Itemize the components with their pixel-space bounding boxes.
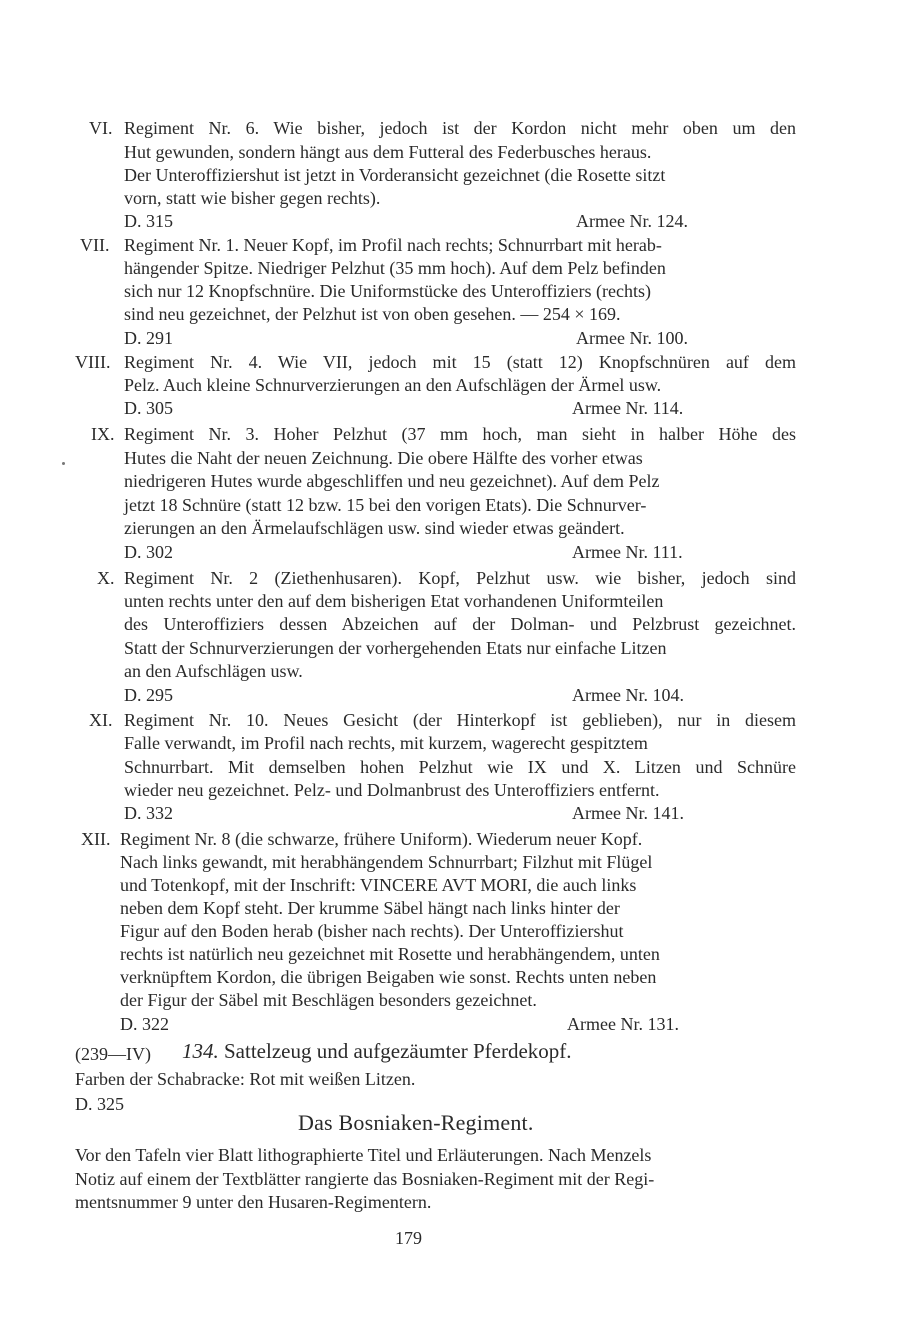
entry-reference: (239—IV) [75,1044,151,1064]
regiment-text-line: Regiment Nr. 3. Hoher Pelzhut (37 mm hoch, man sieht in halber Höhe des [124,424,796,444]
section-text-line: mentsnummer 9 unter den Husaren-Regimentern. [75,1192,432,1212]
d-number: D. 305 [124,398,173,418]
regiment-text-line: sind neu gezeichnet, der Pelzhut ist von oben gesehen. — 254 × 169. [124,304,621,324]
regiment-text-line: neben dem Kopf steht. Der krumme Säbel hängt nach links hinter der [120,898,620,918]
regiment-text-line: zierungen an den Ärmelaufschlägen usw. sind wieder etwas geändert. [124,518,625,538]
regiment-text-line: Regiment Nr. 1. Neuer Kopf, im Profil nach rechts; Schnurrbart mit herab- [124,235,662,255]
regiment-text-line: der Figur der Säbel mit Beschlägen besonders gezeichnet. [120,990,537,1010]
regiment-text-line: sich nur 12 Knopfschnüre. Die Uniformstücke des Unteroffiziers (rechts) [124,281,652,301]
regiment-numeral: VI. [89,118,113,138]
regiment-text-line: Der Unteroffiziershut ist jetzt in Vorderansicht gezeichnet (die Rosette sitzt [124,165,666,185]
section-text-line: Vor den Tafeln vier Blatt lithographierte Titel und Erläuterungen. Nach Menzels [75,1145,652,1165]
regiment-numeral: VII. [80,235,110,255]
regiment-text-line: jetzt 18 Schnüre (statt 12 bzw. 15 bei den vorigen Etats). Die Schnurver- [124,495,647,515]
regiment-text-line: unten rechts unter den auf dem bisherigen Etat vorhandenen Uniformteilen [124,591,664,611]
regiment-text-line: Figur auf den Boden herab (bisher nach rechts). Der Unteroffiziershut [120,921,624,941]
entry-colour-line: Farben der Schabracke: Rot mit weißen Litzen. [75,1069,416,1089]
regiment-text-line: Regiment Nr. 2 (Ziethenhusaren). Kopf, Pelzhut usw. wie bisher, jedoch sind [124,568,796,588]
regiment-text-line: Falle verwandt, im Profil nach rechts, mit kurzem, wagerecht gespitztem [124,733,648,753]
d-number: D. 332 [124,803,173,823]
entry-title: Sattelzeug und aufgezäumter Pferdekopf. [224,1039,572,1063]
armee-number: Armee Nr. 111. [572,542,683,562]
page-number: 179 [395,1228,422,1248]
regiment-text-line: rechts ist natürlich neu gezeichnet mit Rosette und herabhängendem, unten [120,944,660,964]
regiment-text-line: Statt der Schnurverzierungen der vorhergehenden Etats nur einfache Litzen [124,638,667,658]
regiment-text-line: Schnurrbart. Mit demselben hohen Pelzhut wie IX und X. Litzen und Schnüre [124,757,796,777]
regiment-text-line: und Totenkopf, mit der Inschrift: VINCERE AVT MORI, die auch links [120,875,637,895]
d-number: D. 291 [124,328,173,348]
armee-number: Armee Nr. 141. [572,803,684,823]
regiment-numeral: XII. [81,829,111,849]
regiment-text-line: verknüpftem Kordon, die übrigen Beigaben wie sonst. Rechts unten neben [120,967,657,987]
regiment-text-line: Regiment Nr. 8 (die schwarze, frühere Uniform). Wiederum neuer Kopf. [120,829,643,849]
regiment-text-line: niedrigeren Hutes wurde abgeschliffen und neu gezeichnet). Auf dem Pelz [124,471,660,491]
regiment-text-line: Regiment Nr. 6. Wie bisher, jedoch ist der Kordon nicht mehr oben um den [124,118,796,138]
armee-number: Armee Nr. 104. [572,685,684,705]
regiment-text-line: an den Aufschlägen usw. [124,661,303,681]
regiment-text-line: Regiment Nr. 4. Wie VII, jedoch mit 15 (statt 12) Knopfschnüren auf dem [124,352,796,372]
armee-number: Armee Nr. 124. [576,211,688,231]
regiment-text-line: des Unteroffiziers dessen Abzeichen auf der Dolman- und Pelzbrust gezeichnet. [124,614,796,634]
regiment-numeral: X. [97,568,115,588]
regiment-numeral: XI. [89,710,113,730]
speck-mark [62,462,65,465]
regiment-text-line: Hut gewunden, sondern hängt aus dem Futteral des Federbusches heraus. [124,142,652,162]
regiment-text-line: Pelz. Auch kleine Schnurverzierungen an den Aufschlägen der Ärmel usw. [124,375,662,395]
regiment-numeral: IX. [91,424,115,444]
d-number: D. 322 [120,1014,169,1034]
armee-number: Armee Nr. 100. [576,328,688,348]
d-number: D. 295 [124,685,173,705]
section-heading: Das Bosniaken-Regiment. [298,1110,534,1135]
armee-number: Armee Nr. 114. [572,398,684,418]
regiment-numeral: VIII. [75,352,111,372]
regiment-text-line: hängender Spitze. Niedriger Pelzhut (35 mm hoch). Auf dem Pelz befinden [124,258,666,278]
regiment-text-line: wieder neu gezeichnet. Pelz- und Dolmanbrust des Unteroffiziers entfernt. [124,780,660,800]
regiment-text-line: Regiment Nr. 10. Neues Gesicht (der Hinterkopf ist geblieben), nur in diesem [124,710,796,730]
regiment-text-line: Nach links gewandt, mit herabhängendem Schnurrbart; Filzhut mit Flügel [120,852,653,872]
armee-number: Armee Nr. 131. [567,1014,679,1034]
d-number: D. 315 [124,211,173,231]
section-text-line: Notiz auf einem der Textblätter rangierte das Bosniaken-Regiment mit der Regi- [75,1169,655,1189]
regiment-text-line: Hutes die Naht der neuen Zeichnung. Die obere Hälfte des vorher etwas [124,448,643,468]
entry-number: 134. [182,1039,219,1063]
d-number: D. 325 [75,1094,124,1114]
d-number: D. 302 [124,542,173,562]
regiment-text-line: vorn, statt wie bisher gegen rechts). [124,188,381,208]
